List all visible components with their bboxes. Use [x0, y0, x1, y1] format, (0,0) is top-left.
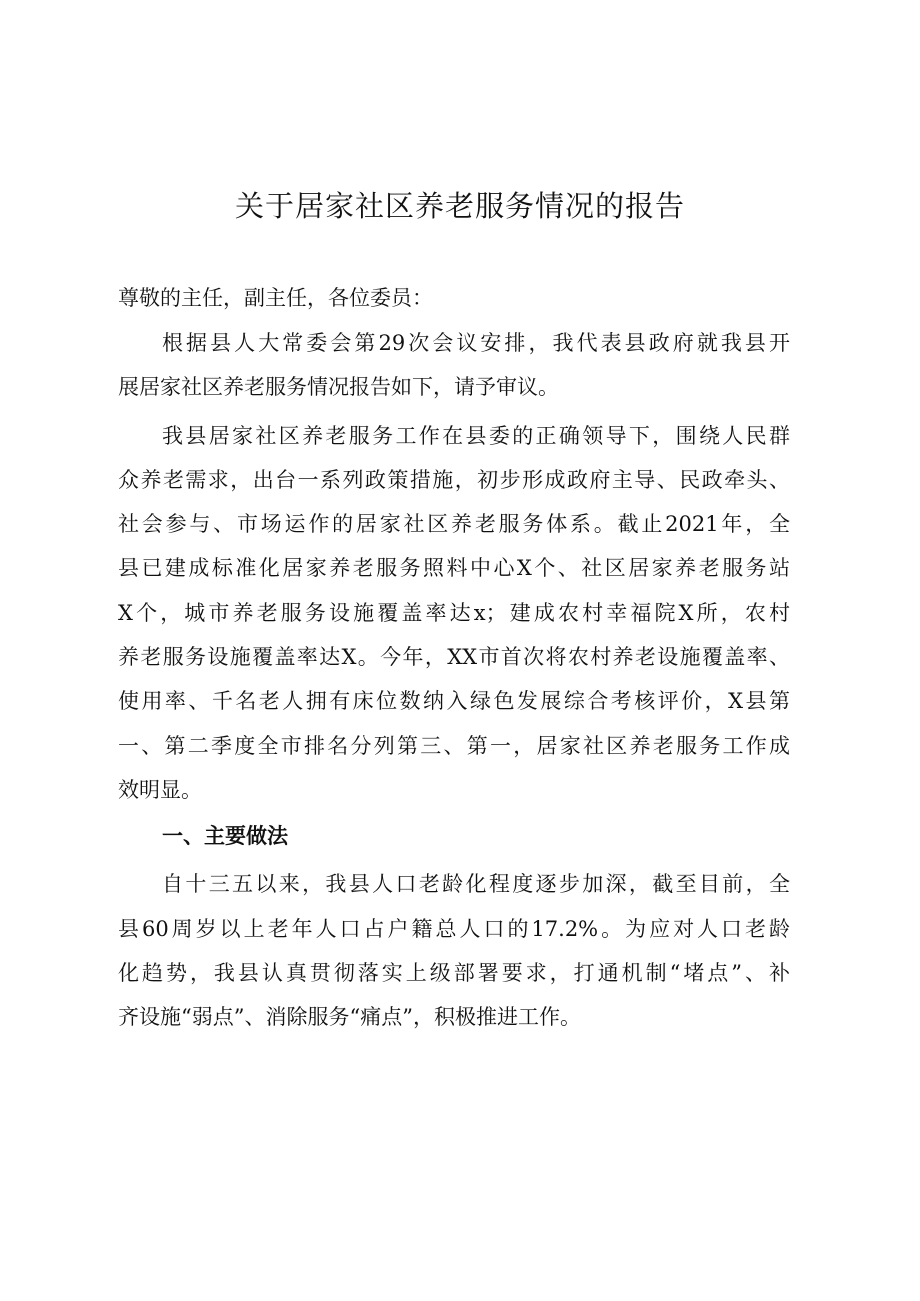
text-line: 县60周岁以上老年人口占户籍总人口的17.2%。为应对人口老龄	[118, 917, 790, 941]
text-line: 养老服务设施覆盖率达X。今年，XX市首次将农村养老设施覆盖率、	[118, 645, 790, 669]
text-line: X个，城市养老服务设施覆盖率达x；建成农村幸福院X所，农村	[118, 601, 790, 625]
text-line: 一、第二季度全市排名分列第三、第一，居家社区养老服务工作成	[118, 734, 790, 758]
text-line: 社会参与、市场运作的居家社区养老服务体系。截止2021年，全	[118, 512, 790, 536]
text-line: 自十三五以来，我县人口老龄化程度逐步加深，截至目前，全	[162, 872, 790, 896]
text-line: 展居家社区养老服务情况报告如下，请予审议。	[118, 375, 559, 399]
text-line: 效明显。	[118, 778, 202, 802]
text-line: 根据县人大常委会第29次会议安排，我代表县政府就我县开	[162, 331, 790, 355]
text-line: 齐设施“弱点”、消除服务“痛点”，积极推进工作。	[118, 1005, 581, 1029]
text-line: 使用率、千名老人拥有床位数纳入绿色发展综合考核评价，X县第	[118, 689, 790, 713]
text-line: 化趋势，我县认真贯彻落实上级部署要求，打通机制“堵点”、补	[118, 961, 790, 985]
text-line: 县已建成标准化居家养老服务照料中心X个、社区居家养老服务站	[118, 556, 790, 580]
salutation: 尊敬的主任，副主任，各位委员：	[118, 286, 433, 310]
text-line: 我县居家社区养老服务工作在县委的正确领导下，围绕人民群	[162, 424, 790, 448]
document-title: 关于居家社区养老服务情况的报告	[234, 189, 685, 223]
text-line: 众养老需求，出台一系列政策措施，初步形成政府主导、民政牵头、	[118, 468, 790, 492]
section-heading: 一、主要做法	[162, 824, 288, 848]
